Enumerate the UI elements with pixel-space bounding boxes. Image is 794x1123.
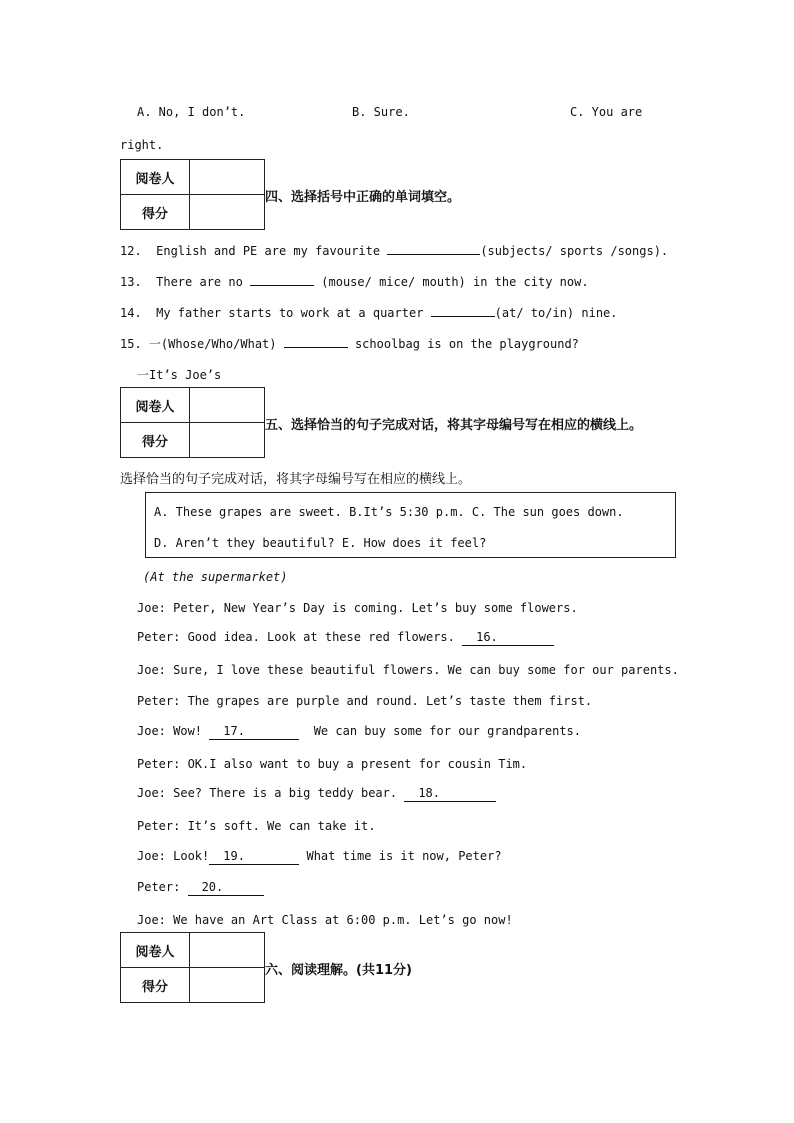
reviewer-label: 阅卷人 — [121, 933, 190, 968]
blank-18[interactable]: 18. — [404, 785, 496, 802]
question-15 — [120, 333, 579, 352]
dialogue-line-10 — [137, 879, 264, 896]
option-c: C. You are — [570, 105, 643, 119]
q14-choices: (at/ to/in) nine. — [494, 306, 618, 320]
q12-text: 12. English and PE are my favourite — [120, 244, 388, 258]
score-label: 得分 — [121, 195, 190, 230]
options-box — [145, 492, 676, 558]
options-line-2: D. Aren’t they beautiful? E. How does it feel? — [154, 536, 487, 550]
q13-text: 13. There are no — [120, 275, 251, 289]
dialogue-line-6: Peter: OK.I also want to buy a present for cousin Tim. — [137, 757, 528, 771]
q15-post: schoolbag is on the playground? — [347, 337, 579, 351]
dialogue-text: Joe: Look! — [137, 849, 210, 863]
dialogue-text: Peter: Good idea. Look at these red flowers. — [137, 630, 463, 644]
blank-17[interactable]: 17. — [209, 723, 299, 740]
dialogue-line-5 — [137, 723, 581, 740]
dialogue-line-2 — [137, 629, 554, 646]
dialogue-text: What time is it now, Peter? — [299, 849, 502, 863]
score-cell[interactable] — [190, 195, 265, 230]
question-15-answer: 一It’s Joe’s — [137, 368, 222, 382]
blank-20[interactable]: 20. — [188, 879, 264, 896]
q14-blank[interactable] — [431, 302, 495, 317]
question-12 — [120, 240, 668, 259]
dialogue-line-8: Peter: It’s soft. We can take it. — [137, 819, 376, 833]
dialogue-text: We can buy some for our grandparents. — [299, 724, 582, 738]
dialogue-text: Joe: Wow! — [137, 724, 210, 738]
option-b: B. Sure. — [352, 105, 410, 119]
blank-19[interactable]: 19. — [209, 848, 299, 865]
q12-choices: (subjects/ sports /songs). — [480, 244, 669, 258]
q13-blank[interactable] — [250, 271, 314, 286]
options-line-1: A. These grapes are sweet. B.It’s 5:30 p.m. C. The sun goes down. — [154, 505, 624, 519]
q12-blank[interactable] — [387, 240, 480, 255]
section6-title: 六、阅读理解。(共11分) — [265, 963, 412, 978]
reviewer-label: 阅卷人 — [121, 160, 190, 195]
reviewer-cell[interactable] — [190, 160, 265, 195]
section5-title: 五、选择恰当的句子完成对话，将其字母编号写在相应的横线上。 — [265, 418, 643, 433]
score-label: 得分 — [121, 423, 190, 458]
dialogue-line-9 — [137, 848, 502, 865]
score-label: 得分 — [121, 968, 190, 1003]
q13-choices: (mouse/ mice/ mouth) in the city now. — [314, 275, 589, 289]
scene-note: (At the supermarket) — [143, 570, 288, 584]
dialogue-line-4: Peter: The grapes are purple and round. Let’s taste them first. — [137, 694, 593, 708]
reviewer-cell[interactable] — [190, 388, 265, 423]
dialogue-line-11: Joe: We have an Art Class at 6:00 p.m. Let’s go now! — [137, 913, 513, 927]
score-cell[interactable] — [190, 423, 265, 458]
reviewer-cell[interactable] — [190, 933, 265, 968]
score-box-section5 — [120, 387, 265, 458]
section4-title: 四、选择括号中正确的单词填空。 — [265, 190, 461, 205]
question-13 — [120, 271, 589, 290]
reviewer-label: 阅卷人 — [121, 388, 190, 423]
q14-text: 14. My father starts to work at a quarter — [120, 306, 431, 320]
q15-text: 15. 一(Whose/Who/What) — [120, 337, 284, 351]
score-box-section4 — [120, 159, 265, 230]
score-box-section6 — [120, 932, 265, 1003]
option-a: A. No, I don’t. — [137, 105, 246, 119]
dialogue-text: Peter: — [137, 880, 188, 894]
dialogue-line-3: Joe: Sure, I love these beautiful flowers. We can buy some for our parents. — [137, 663, 679, 677]
option-c-continued: right. — [120, 138, 164, 152]
score-cell[interactable] — [190, 968, 265, 1003]
dialogue-text: Joe: See? There is a big teddy bear. — [137, 786, 405, 800]
question-14 — [120, 302, 618, 321]
q15-blank[interactable] — [284, 333, 348, 348]
dialogue-line-7 — [137, 785, 496, 802]
blank-16[interactable]: 16. — [462, 629, 554, 646]
dialogue-line-1: Joe: Peter, New Year’s Day is coming. Let’s buy some flowers. — [137, 601, 578, 615]
section5-instruction: 选择恰当的句子完成对话，将其字母编号写在相应的横线上。 — [120, 472, 472, 487]
